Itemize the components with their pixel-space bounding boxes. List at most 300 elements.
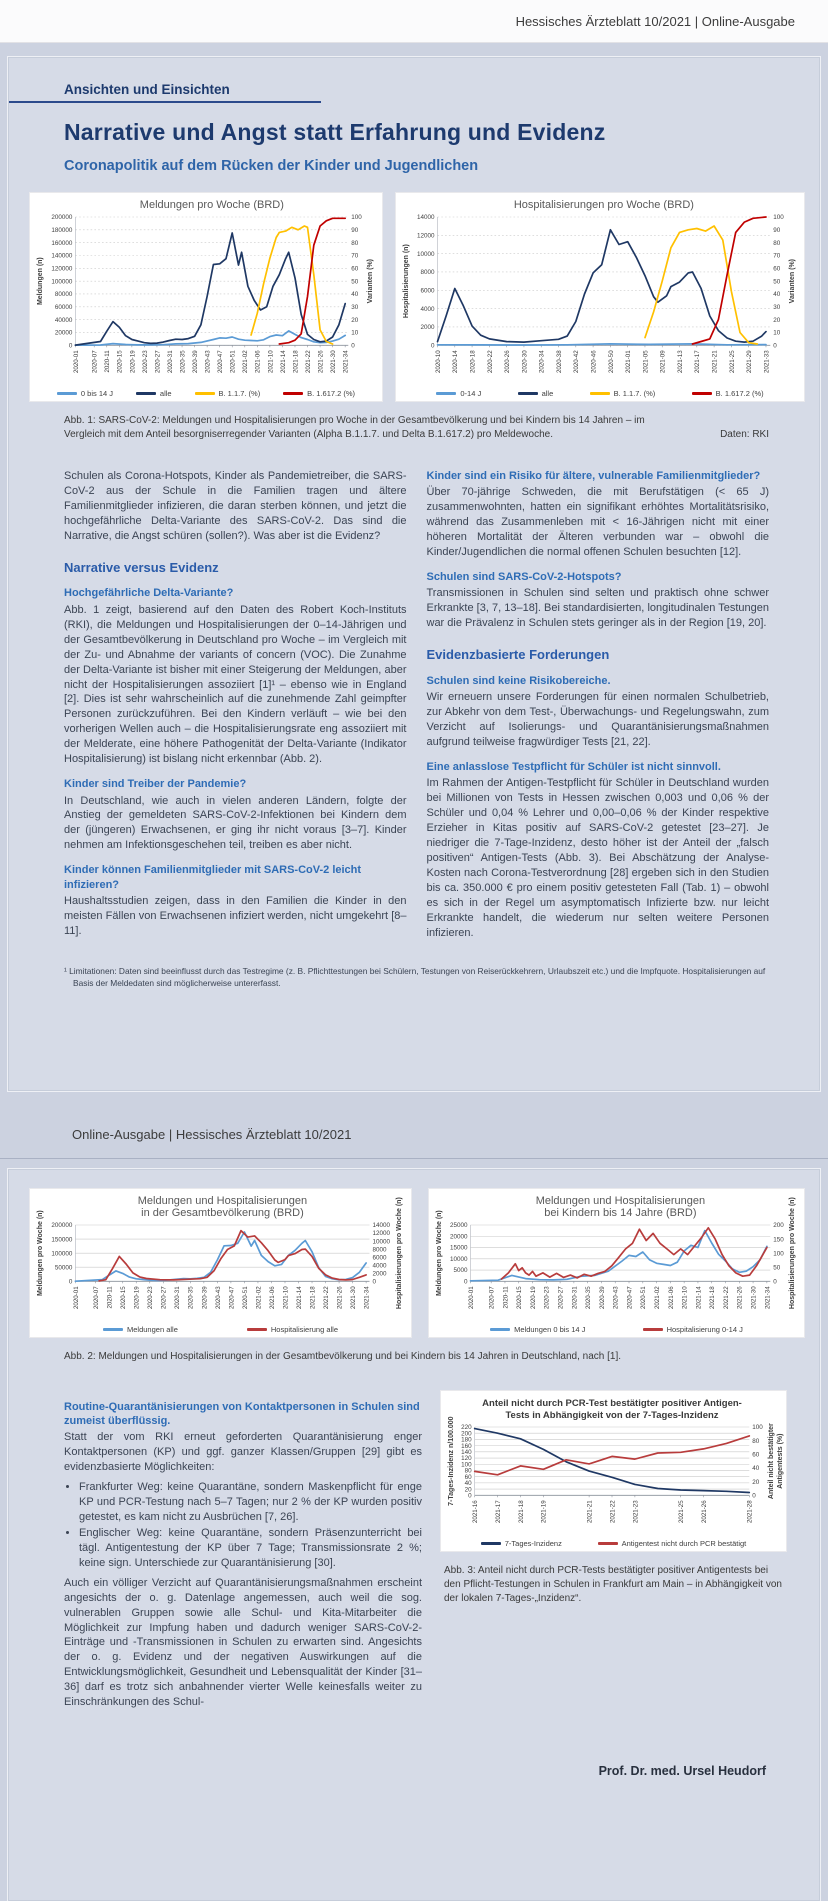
figure-3-caption: Abb. 3: Anteil nicht durch PCR-Tests bestätigter positiver Antigentests bei den Pflicht-Testungen in Schulen in Frankfurt am Main – in Abhängigkeit von der lokalen 7-Tages-„Inzidenz“. (444, 1564, 782, 1604)
quarantine-text-column (64, 1390, 422, 1716)
svg-text:2020-27: 2020-27 (557, 1286, 565, 1310)
svg-text:2021-25: 2021-25 (678, 1499, 686, 1523)
article-page-1 (8, 57, 820, 1091)
line-chart-svg (400, 198, 800, 382)
svg-text:2020-18: 2020-18 (469, 350, 477, 374)
svg-text:60000: 60000 (54, 304, 73, 312)
svg-text:Hospitalisierungen pro Woche (: Hospitalisierungen pro Woche (n) (396, 1197, 403, 1310)
svg-text:10000: 10000 (416, 250, 435, 258)
legend-line-swatch (590, 392, 610, 395)
body-subheading: Evidenzbasierte Forderungen (426, 647, 610, 663)
legend-label: Hospitalisierung 0-14 J (666, 1325, 743, 1334)
chart-card-kinder-bis-14 (428, 1188, 805, 1338)
svg-text:2021-18: 2021-18 (292, 350, 300, 374)
svg-text:50: 50 (773, 278, 781, 286)
line-chart-svg (445, 1396, 788, 1532)
bullet-item: • Englischer Weg: keine Quarantäne, sondern Präsenzunterricht bei tägl. Antigentestung der KP über 7 Tage; Transmissionsrate 2 %; keine sign. Unterschiede zur Quarantänisierung [30]. (79, 1526, 422, 1571)
svg-text:40: 40 (464, 1479, 472, 1487)
svg-text:180000: 180000 (51, 227, 73, 235)
svg-text:220: 220 (461, 1423, 472, 1431)
svg-text:2000: 2000 (420, 324, 435, 332)
svg-text:2020-47: 2020-47 (626, 1286, 634, 1310)
svg-text:2020-35: 2020-35 (585, 1286, 593, 1310)
svg-text:20: 20 (351, 316, 359, 324)
legend-line-swatch (692, 392, 712, 395)
svg-text:0: 0 (773, 342, 777, 350)
journal-footer-text: Online-Ausgabe | Hessisches Ärzteblatt 10/2021 (72, 1127, 352, 1142)
svg-text:120: 120 (461, 1454, 472, 1462)
svg-text:2021-02: 2021-02 (255, 1286, 263, 1310)
svg-text:0: 0 (463, 1278, 468, 1286)
svg-text:2020-22: 2020-22 (486, 350, 494, 374)
svg-text:2020-39: 2020-39 (201, 1286, 209, 1310)
svg-text:20000: 20000 (449, 1233, 468, 1241)
legend-label: 0 bis 14 J (80, 389, 114, 398)
svg-text:2021-26: 2021-26 (700, 1499, 708, 1523)
svg-text:40000: 40000 (54, 316, 73, 324)
svg-text:2020-43: 2020-43 (612, 1286, 620, 1310)
svg-text:20: 20 (464, 1485, 472, 1493)
legend-label: Hospitalisierung alle (270, 1325, 338, 1334)
legend-line-swatch (518, 392, 538, 395)
svg-text:4000: 4000 (372, 1262, 387, 1270)
svg-text:in der Gesamtbevölkerung (BRD): in der Gesamtbevölkerung (BRD) (141, 1207, 304, 1219)
svg-text:30: 30 (351, 304, 359, 312)
article-body (64, 469, 769, 946)
chart-card-gesamtbevoelkerung (29, 1188, 412, 1338)
svg-text:2020-51: 2020-51 (241, 1286, 249, 1310)
svg-text:2021-25: 2021-25 (728, 350, 736, 374)
svg-text:0: 0 (351, 342, 355, 350)
kicker-label: Ansichten und Einsichten (64, 82, 230, 97)
svg-text:Anteil nicht durch PCR-Test be: Anteil nicht durch PCR-Test bestätigter positiver Antigen- (482, 1397, 742, 1409)
svg-text:2020-47: 2020-47 (217, 350, 225, 374)
svg-text:0: 0 (68, 342, 73, 350)
svg-text:25000: 25000 (449, 1222, 468, 1230)
svg-text:160000: 160000 (51, 239, 73, 247)
legend-label: alle (541, 389, 554, 398)
legend-line-swatch (481, 1542, 501, 1545)
svg-text:2020-47: 2020-47 (228, 1286, 236, 1310)
svg-text:2020-46: 2020-46 (590, 350, 598, 374)
legend-label: B. 1.617.2 (%) (307, 389, 356, 398)
svg-text:80: 80 (464, 1467, 472, 1475)
chart-legend (400, 389, 800, 398)
svg-text:2021-09: 2021-09 (659, 350, 667, 374)
svg-text:14000: 14000 (372, 1222, 391, 1230)
legend-item (195, 389, 261, 398)
svg-text:200000: 200000 (51, 1222, 73, 1230)
svg-text:2021-17: 2021-17 (694, 350, 702, 374)
section-kicker (64, 82, 769, 103)
svg-text:2020-01: 2020-01 (467, 1286, 475, 1310)
figure-2-caption (64, 1350, 769, 1364)
lower-section (64, 1390, 787, 1716)
svg-text:150: 150 (773, 1236, 784, 1244)
svg-text:80: 80 (351, 239, 359, 247)
svg-text:7-Tages-Inzidenz n/100.000: 7-Tages-Inzidenz n/100.000 (448, 1415, 455, 1506)
svg-text:2020-11: 2020-11 (502, 1286, 510, 1309)
svg-text:0: 0 (430, 342, 435, 350)
svg-text:80: 80 (773, 239, 781, 247)
legend-label: 0-14 J (460, 389, 482, 398)
svg-text:4000: 4000 (420, 305, 435, 313)
svg-text:2021-21: 2021-21 (711, 350, 719, 374)
svg-text:2020-31: 2020-31 (166, 350, 174, 374)
body-paragraph: Schulen als Corona-Hotspots, Kinder als Pandemietreiber, die SARS-CoV-2 aus der Schule in die Familien tragen und ältere Familienmitglieder infizieren, die daran sterben können, und jetzt die hochgefährliche Delta-Variante des SARS-CoV-2. Das sind die Narrative, die Angst schüren (sollen?). Was aber ist die Evidenz? (64, 470, 407, 542)
svg-text:200: 200 (461, 1429, 472, 1437)
svg-text:40: 40 (752, 1464, 760, 1472)
body-subheading: Routine-Quarantänisierungen von Kontaktpersonen in Schulen sind zumeist überflüssig. (64, 1400, 420, 1427)
legend-item (518, 389, 554, 398)
svg-text:0: 0 (372, 1278, 377, 1286)
column-right (427, 469, 770, 946)
svg-text:2020-23: 2020-23 (147, 1286, 155, 1310)
body-subheading: Hochgefährliche Delta-Variante? (64, 587, 234, 600)
svg-text:5000: 5000 (453, 1267, 468, 1275)
svg-text:2021-23: 2021-23 (632, 1499, 640, 1523)
svg-text:10000: 10000 (449, 1255, 468, 1263)
svg-text:50: 50 (351, 278, 359, 286)
figure-1-caption-text: Abb. 1: SARS-CoV-2: Meldungen und Hospitalisierungen pro Woche in der Gesamtbevölkerung und bei Kindern bis 14 Jahren – im Vergleich mit dem Anteil besorgniserregender Varianten (Alpha B.1.1.7. und Delta B.1.617.2) pro Meldewoche. (64, 415, 645, 440)
figure-1-row (29, 192, 799, 402)
top-header-bar (0, 0, 828, 43)
svg-text:2020-07: 2020-07 (91, 350, 99, 374)
svg-text:2000: 2000 (372, 1270, 387, 1278)
chart-card-hospitalisierungen-pro-woche (395, 192, 805, 402)
svg-text:20: 20 (752, 1478, 760, 1486)
svg-text:2020-01: 2020-01 (72, 350, 80, 374)
svg-text:10: 10 (351, 329, 359, 337)
svg-text:Meldungen pro Woche (BRD): Meldungen pro Woche (BRD) (139, 199, 284, 211)
author-byline: Prof. Dr. med. Ursel Heudorf (598, 1764, 766, 1778)
svg-text:80: 80 (752, 1437, 760, 1445)
svg-text:2021-34: 2021-34 (342, 350, 350, 374)
svg-text:100000: 100000 (51, 278, 73, 286)
svg-text:2021-34: 2021-34 (764, 1286, 772, 1310)
svg-text:12000: 12000 (372, 1230, 391, 1238)
svg-text:Tests in Abhängigkeit von der: Tests in Abhängigkeit von der 7-Tages-Inzidenz (505, 1409, 719, 1421)
body-subheading: Schulen sind SARS-CoV-2-Hotspots? (426, 571, 622, 584)
body-subheading: Kinder sind Treiber der Pandemie? (64, 778, 247, 791)
legend-label: 7-Tages-Inzidenz (504, 1538, 562, 1548)
chart-legend (433, 1325, 800, 1334)
svg-text:2021-22: 2021-22 (322, 1286, 330, 1310)
svg-text:60: 60 (752, 1451, 760, 1459)
svg-text:2020-43: 2020-43 (204, 350, 212, 374)
svg-text:2021-05: 2021-05 (642, 350, 650, 374)
svg-text:2021-28: 2021-28 (746, 1499, 754, 1523)
legend-line-swatch (490, 1328, 510, 1331)
legend-label: B. 1.1.7. (%) (218, 389, 261, 398)
svg-text:2021-06: 2021-06 (254, 350, 262, 374)
svg-text:Hospitalisierungen pro Woche (: Hospitalisierungen pro Woche (BRD) (513, 199, 694, 211)
svg-text:2020-39: 2020-39 (598, 1286, 606, 1310)
svg-text:2021-18: 2021-18 (517, 1499, 525, 1523)
legend-line-swatch (643, 1328, 663, 1331)
svg-text:2021-26: 2021-26 (336, 1286, 344, 1310)
svg-text:70: 70 (351, 252, 359, 260)
svg-text:2020-51: 2020-51 (229, 350, 237, 374)
svg-text:2021-30: 2021-30 (750, 1286, 758, 1310)
body-subheading: Kinder können Familienmitglieder mit SARS-CoV-2 leicht infizieren? (64, 864, 362, 891)
legend-item (247, 1325, 338, 1334)
svg-text:Antigentests (%): Antigentests (%) (777, 1433, 784, 1489)
svg-text:50000: 50000 (54, 1264, 73, 1272)
kicker-underline (9, 101, 321, 103)
svg-text:2020-15: 2020-15 (120, 1286, 128, 1310)
svg-text:15000: 15000 (449, 1244, 468, 1252)
svg-text:100000: 100000 (51, 1250, 73, 1258)
svg-text:2020-19: 2020-19 (129, 350, 137, 374)
svg-text:2020-01: 2020-01 (72, 1286, 80, 1310)
svg-text:2021-17: 2021-17 (494, 1499, 502, 1523)
body-subheading: Narrative versus Evidenz (64, 559, 219, 575)
svg-text:60: 60 (351, 265, 359, 273)
svg-text:8000: 8000 (372, 1246, 387, 1254)
svg-text:2020-11: 2020-11 (106, 1286, 114, 1309)
body-paragraph: Transmissionen in Schulen sind selten und praktisch ohne schwer Erkrankte [3, 7, 13–18]. Bei standardisierten, longitudinalen Testungen war die Prävalenz in Schulen stets geringer als in der Region [19, 20]. (426, 587, 769, 630)
svg-text:2021-01: 2021-01 (625, 350, 633, 374)
svg-text:Varianten (%): Varianten (%) (367, 258, 374, 304)
body-subheading: Kinder sind ein Risiko für ältere, vulnerable Familienmitglieder? (426, 470, 761, 482)
chart-legend (34, 1325, 407, 1334)
figure-1-source: Daten: RKI (720, 428, 769, 440)
legend-item (57, 389, 113, 398)
footnote: ¹ Limitationen: Daten sind beeinflusst durch das Testregime (z. B. Pflichttestungen bei Schülern, Testungen von Reiserückkehrern, Urlaubszeit etc.) und die Impfquote. Hospitalisierungen auf Basis der Meldedaten sind möglicherweise untererfasst. (64, 965, 766, 988)
svg-text:100: 100 (351, 214, 362, 222)
chart-legend (445, 1539, 782, 1548)
svg-text:2021-19: 2021-19 (540, 1499, 548, 1523)
svg-text:0: 0 (468, 1492, 472, 1499)
legend-label: Antigentest nicht durch PCR bestätigt (621, 1538, 747, 1548)
svg-text:2021-14: 2021-14 (695, 1286, 703, 1310)
body-subheading: Eine anlasslose Testpflicht für Schüler ist nicht sinnvoll. (426, 761, 721, 773)
legend-label: B. 1.1.7. (%) (613, 389, 656, 398)
body-paragraph: Über 70-jährige Schweden, die mit Berufstätigen (< 65 J) zusammenwohnten, hatten ein signifikant erhöhtes Mortalitätsrisiko, während das Zusammenleben mit < 16-Jährigen nicht mit einer höheren Mortalität der Älteren verbunden war – obwohl die Kinder/Jugendlichen die normal offenen Schulen besuchten [12]. (426, 486, 769, 559)
legend-line-swatch (57, 392, 77, 395)
body-paragraph: Im Rahmen der Antigen-Testpflicht für Schüler in Deutschland wurden bei Millionen von Tests in Hessen zwischen 0,003 und 0,06 % der Schüler und 0,04 % Lehrer und 0,00–0,06 % der Kinder respektive Erzieher in Kitas positiv auf SARS-CoV-2 getestet [23–27]. Je niedriger die 7-Tage-Inzidenz, desto höher ist der Anteil der „falsch positiven“ Antigen-Tests (Abb. 3). Bei Abschätzung der Analyse-Kosten nach Corona-Testverordnung [28] ergeben sich in den Studien bis ca. 350.000 € pro einem positiv getesteten Fall (Tab. 1) – obwohl es sich in der Regel um asymptomatisch Infizierte bzw. nur leicht Erkrankte handelt, die wiederum nur selten weitere Personen infizieren. (426, 777, 769, 939)
svg-text:2020-38: 2020-38 (555, 350, 563, 374)
svg-text:10: 10 (773, 329, 781, 337)
svg-text:2020-11: 2020-11 (104, 350, 112, 373)
svg-text:200: 200 (773, 1222, 784, 1230)
legend-item (136, 389, 172, 398)
svg-text:2020-19: 2020-19 (133, 1286, 141, 1310)
svg-text:2020-26: 2020-26 (504, 350, 512, 374)
svg-text:2020-34: 2020-34 (538, 350, 546, 374)
svg-text:0: 0 (752, 1492, 756, 1499)
svg-text:80000: 80000 (54, 291, 73, 299)
svg-text:2021-10: 2021-10 (267, 350, 275, 374)
svg-text:0: 0 (773, 1278, 777, 1286)
svg-text:2020-10: 2020-10 (434, 350, 442, 374)
legend-item (283, 389, 355, 398)
line-chart-svg (433, 1194, 800, 1318)
svg-text:2020-42: 2020-42 (573, 350, 581, 374)
legend-item (692, 389, 764, 398)
figure-2-row (29, 1188, 799, 1338)
svg-text:2021-14: 2021-14 (279, 350, 287, 374)
figure-3-column (440, 1390, 787, 1716)
svg-text:2020-51: 2020-51 (640, 1286, 648, 1310)
svg-text:2021-21: 2021-21 (586, 1499, 594, 1523)
svg-text:2021-26: 2021-26 (317, 350, 325, 374)
svg-text:2020-39: 2020-39 (191, 350, 199, 374)
svg-text:2020-35: 2020-35 (187, 1286, 195, 1310)
svg-text:2020-15: 2020-15 (116, 350, 124, 374)
svg-text:140000: 140000 (51, 252, 73, 260)
svg-text:2020-19: 2020-19 (529, 1286, 537, 1310)
svg-text:2021-18: 2021-18 (709, 1286, 717, 1310)
legend-item (436, 389, 481, 398)
legend-item (598, 1539, 747, 1548)
svg-text:2020-31: 2020-31 (571, 1286, 579, 1310)
svg-text:2021-22: 2021-22 (722, 1286, 730, 1310)
svg-text:20000: 20000 (54, 329, 73, 337)
page-title: Narrative und Angst statt Erfahrung und Evidenz (64, 119, 606, 145)
legend-label: Meldungen alle (127, 1325, 178, 1334)
legend-line-swatch (283, 392, 303, 395)
body-subheading: Schulen sind keine Risikobereiche. (426, 674, 611, 687)
line-chart-svg (34, 198, 378, 382)
svg-text:2020-27: 2020-27 (154, 350, 162, 374)
legend-label: Meldungen 0 bis 14 J (514, 1325, 586, 1334)
svg-text:100: 100 (773, 1250, 784, 1258)
svg-text:150000: 150000 (51, 1236, 73, 1244)
svg-text:140: 140 (461, 1448, 472, 1456)
line-chart-svg (34, 1194, 407, 1318)
svg-text:10000: 10000 (372, 1238, 391, 1246)
svg-text:60: 60 (773, 265, 781, 273)
legend-item (490, 1325, 585, 1334)
svg-text:2020-35: 2020-35 (179, 350, 187, 374)
body-paragraph: Statt der vom RKI erneut geforderten Quarantänisierung enger Kontaktpersonen (KP) und ggf. ganzer Klassen/Gruppen [29] gibt es evidenzbasierte Möglichkeiten: (64, 1431, 422, 1473)
svg-text:2021-30: 2021-30 (330, 350, 338, 374)
svg-text:160: 160 (461, 1442, 472, 1450)
svg-text:2021-18: 2021-18 (309, 1286, 317, 1310)
svg-text:2020-31: 2020-31 (174, 1286, 182, 1310)
svg-text:20: 20 (773, 316, 781, 324)
svg-text:2021-10: 2021-10 (282, 1286, 290, 1310)
svg-text:Varianten (%): Varianten (%) (789, 258, 796, 304)
svg-text:Meldungen pro Woche (n): Meldungen pro Woche (n) (37, 1210, 44, 1297)
svg-text:60: 60 (464, 1473, 472, 1481)
journal-header-text: Hessisches Ärzteblatt 10/2021 | Online-Ausgabe (515, 13, 795, 29)
legend-item (103, 1325, 178, 1334)
svg-text:Hospitalisierungen pro Woche (: Hospitalisierungen pro Woche (n) (789, 1197, 796, 1310)
svg-text:2020-07: 2020-07 (93, 1286, 101, 1310)
column-left (64, 469, 407, 946)
svg-text:40: 40 (773, 291, 781, 299)
svg-text:2021-30: 2021-30 (349, 1286, 357, 1310)
svg-text:100: 100 (461, 1460, 472, 1468)
svg-text:2021-02: 2021-02 (242, 350, 250, 374)
svg-text:2021-29: 2021-29 (746, 350, 754, 374)
legend-line-swatch (103, 1328, 123, 1331)
svg-text:6000: 6000 (372, 1254, 387, 1262)
svg-text:180: 180 (461, 1436, 472, 1444)
legend-item (643, 1325, 743, 1334)
legend-label: B. 1.617.2 (%) (715, 389, 764, 398)
svg-text:90: 90 (351, 227, 359, 235)
body-paragraph: Haushaltsstudien zeigen, dass in den Familien die Kinder in den meisten Fällen von Erwachsenen infiziert werden, nicht umgekehrt [8–11]. (64, 894, 407, 937)
svg-text:2021-16: 2021-16 (472, 1499, 480, 1523)
legend-line-swatch (195, 392, 215, 395)
svg-text:2020-23: 2020-23 (141, 350, 149, 374)
bullet-item: • Frankfurter Weg: keine Quarantäne, sondern Maskenpflicht für enge KP und PCR-Testung nach 5–7 Tagen; nur 2 % der KP wurden positiv getestet, es kam nicht zu Ausbrüchen [7, 26]. (79, 1480, 422, 1525)
svg-text:2021-06: 2021-06 (667, 1286, 675, 1310)
svg-text:2021-26: 2021-26 (736, 1286, 744, 1310)
svg-text:2020-23: 2020-23 (543, 1286, 551, 1310)
chart-legend (34, 389, 378, 398)
body-paragraph: Abb. 1 zeigt, basierend auf den Daten des Robert Koch-Instituts (RKI), die Meldungen und Hospitalisierungen der 0–14-Jährigen und der Gesamtbevölkerung in Deutschland pro Woche – im Vergleich mit der Zu- und Abnahme der variants of concern (VOC). Die Zunahme der Delta-Variante ist bisher mit einer Steigerung der Meldungen, aber nicht der Hospitalisierungen assoziiert [1]¹ – ebenso wie in England [2]. Dies ist sehr wahrscheinlich auf die zunehmende Zahl geimpfter Personen zurückzuführen. Bei den Kindern verläuft – wie bei den vorherigen Wellen auch – die Hospitalisierungsrate eng assoziiert mit der Melderate, eine höhere Pathogenität der Delta-Variante (Indikator Hospitalisierung) ist bislang nicht erkennbar (Abb. 2). (64, 603, 407, 766)
figure-1-caption (64, 414, 769, 441)
legend-line-swatch (136, 392, 156, 395)
svg-text:Meldungen pro Woche (n): Meldungen pro Woche (n) (436, 1210, 443, 1297)
svg-text:2021-22: 2021-22 (304, 350, 312, 374)
svg-text:2021-06: 2021-06 (268, 1286, 276, 1310)
svg-text:Meldungen (n): Meldungen (n) (37, 257, 44, 306)
legend-label: alle (159, 389, 172, 398)
svg-text:Anteil nicht bestätigter: Anteil nicht bestätigter (768, 1422, 775, 1499)
svg-text:2020-43: 2020-43 (214, 1286, 222, 1310)
svg-text:70: 70 (773, 252, 781, 260)
svg-text:2021-10: 2021-10 (681, 1286, 689, 1310)
svg-text:30: 30 (773, 304, 781, 312)
svg-text:Hospitalisierungen (n): Hospitalisierungen (n) (403, 244, 410, 319)
page-footer-bar (0, 1111, 828, 1159)
svg-text:12000: 12000 (416, 232, 435, 240)
bullet-list (79, 1480, 422, 1571)
svg-text:Meldungen und Hospitalisierung: Meldungen und Hospitalisierungen (137, 1195, 308, 1207)
chart-card-meldungen-pro-woche (29, 192, 383, 402)
svg-text:2020-50: 2020-50 (607, 350, 615, 374)
article-page-2 (8, 1169, 820, 1901)
svg-text:0: 0 (68, 1278, 73, 1286)
legend-item (590, 389, 656, 398)
svg-text:2021-22: 2021-22 (609, 1499, 617, 1523)
legend-line-swatch (598, 1542, 618, 1545)
legend-line-swatch (247, 1328, 267, 1331)
body-paragraph: Auch ein völliger Verzicht auf Quarantänisierungsmaßnahmen erscheint angesichts der o. g. Datenlage angemessen, auch weil die sog. vulnerablen Gruppen sowie alle Schul- und Kita-Mitarbeiter die Möglichkeit zur Impfung haben und dadurch weniger SARS-CoV-2-Einträge und -Transmissionen in Schulen zu erwarten sind. Angesichts der o. g. Evidenz und der negativen Auswirkungen auf die Entwicklungsmöglichkeit, Gesundheit und Lebensqualität der Kinder [31–36] darf es trotz sich anbahnender vierter Welle keinesfalls weiter zu Einschränkungen des Schul- (64, 1576, 422, 1709)
svg-text:200000: 200000 (51, 214, 73, 222)
svg-text:40: 40 (351, 291, 359, 299)
page-subtitle: Coronapolitik auf dem Rücken der Kinder und Jugendlichen (64, 158, 479, 174)
svg-text:2020-07: 2020-07 (488, 1286, 496, 1310)
svg-text:Meldungen und Hospitalisierung: Meldungen und Hospitalisierungen (535, 1195, 706, 1207)
svg-text:2021-13: 2021-13 (676, 350, 684, 374)
svg-text:2021-33: 2021-33 (763, 350, 771, 374)
legend-item (481, 1539, 562, 1548)
svg-text:2020-30: 2020-30 (521, 350, 529, 374)
svg-text:2021-14: 2021-14 (295, 1286, 303, 1310)
svg-text:2021-34: 2021-34 (363, 1286, 371, 1310)
svg-text:8000: 8000 (420, 269, 435, 277)
svg-text:100: 100 (752, 1423, 763, 1431)
chart-card-antigen-tests (440, 1390, 787, 1552)
svg-text:90: 90 (773, 227, 781, 235)
svg-text:bei Kindern bis 14 Jahre (BRD): bei Kindern bis 14 Jahre (BRD) (544, 1207, 697, 1219)
svg-text:120000: 120000 (51, 265, 73, 273)
legend-line-swatch (436, 392, 456, 395)
figure-2-caption-text: Abb. 2: Meldungen und Hospitalisierungen in der Gesamtbevölkerung und bei Kindern bis 14 Jahren in Deutschland, nach [1]. (64, 1351, 622, 1362)
body-paragraph: Wir erneuern unsere Forderungen für einen normalen Schulbetrieb, zur Abkehr von dem Test-, Überwachungs- und Regelungswahn, zum Verzicht auf Isolierungs- und Quarantänisierungsmaßnahmen aufgrund teilweise fragwürdiger Tests [21, 22]. (426, 691, 769, 749)
svg-text:2020-15: 2020-15 (516, 1286, 524, 1310)
body-paragraph: In Deutschland, wie auch in vielen anderen Ländern, folgte der Anstieg der gemeldeten SARS-CoV-2-Infektionen bei Kindern dem der (jüngeren) Erwachsenen, er ging ihr nicht voraus [3–7]. Kinder nehmen am Infektionsgeschehen teil, treiben es aber nicht. (64, 794, 407, 852)
svg-text:2020-14: 2020-14 (452, 350, 460, 374)
svg-text:50: 50 (773, 1264, 781, 1272)
